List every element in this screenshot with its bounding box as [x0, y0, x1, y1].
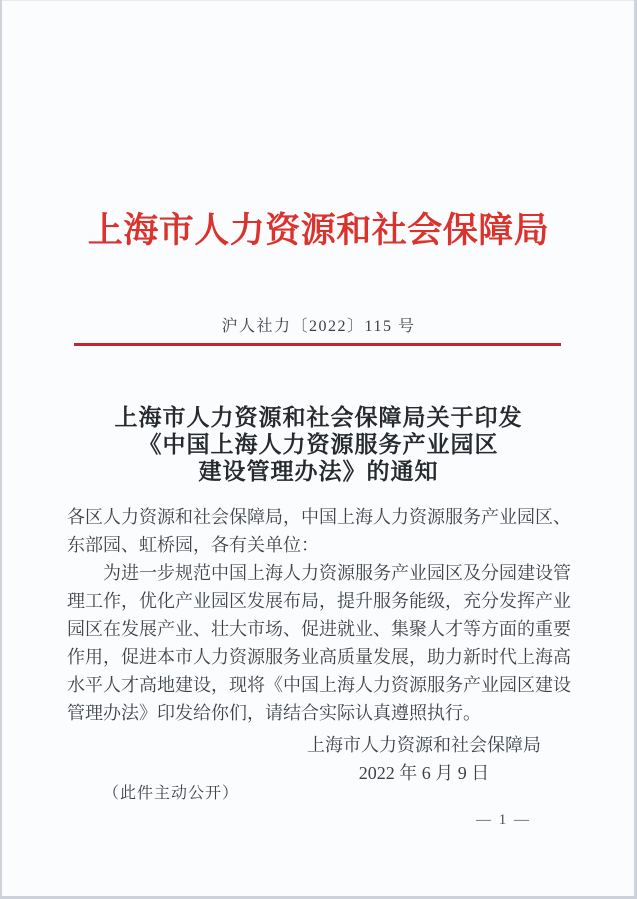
body-line: 园区在发展产业、壮大市场、促进就业、集聚人才等方面的重要: [67, 619, 571, 639]
letterhead-divider-rule: [74, 343, 561, 346]
body-line: 理工作，优化产业园区发展布局，提升服务能级，充分发挥产业: [67, 591, 571, 611]
signature-block: [307, 731, 541, 787]
page-number: — 1 —: [476, 812, 531, 828]
body-line: 管理办法》印发给你们，请结合实际认真遵照执行。: [67, 703, 481, 723]
signature-org: 上海市人力资源和社会保障局: [307, 735, 541, 755]
signature-date: 2022 年 6 月 9 日: [358, 763, 490, 783]
notice-body: [67, 503, 579, 727]
notice-title-line-2: 《中国上海人力资源服务产业园区: [138, 432, 499, 457]
notice-title-line-3: 建设管理办法》的通知: [198, 459, 439, 484]
publicity-note: （此件主动公开）: [103, 785, 240, 802]
notice-title-line-1: 上海市人力资源和社会保障局关于印发: [114, 405, 523, 430]
body-line: 各区人力资源和社会保障局，中国上海人力资源服务产业园区、: [67, 507, 571, 527]
body-line: 作用，促进本市人力资源服务业高质量发展，助力新时代上海高: [67, 647, 571, 667]
notice-title: [0, 404, 637, 485]
body-line: 东部园、虹桥园，各有关单位：: [67, 535, 319, 555]
agency-letterhead-title: 上海市人力资源和社会保障局: [87, 211, 550, 250]
document-number: 沪人社力〔2022〕115 号: [221, 318, 416, 335]
body-line: 为进一步规范中国上海人力资源服务产业园区及分园建设管: [67, 563, 571, 583]
body-line: 水平人才高地建设，现将《中国上海人力资源服务产业园区建设: [67, 675, 571, 695]
scan-edge-top: [0, 0, 637, 1]
